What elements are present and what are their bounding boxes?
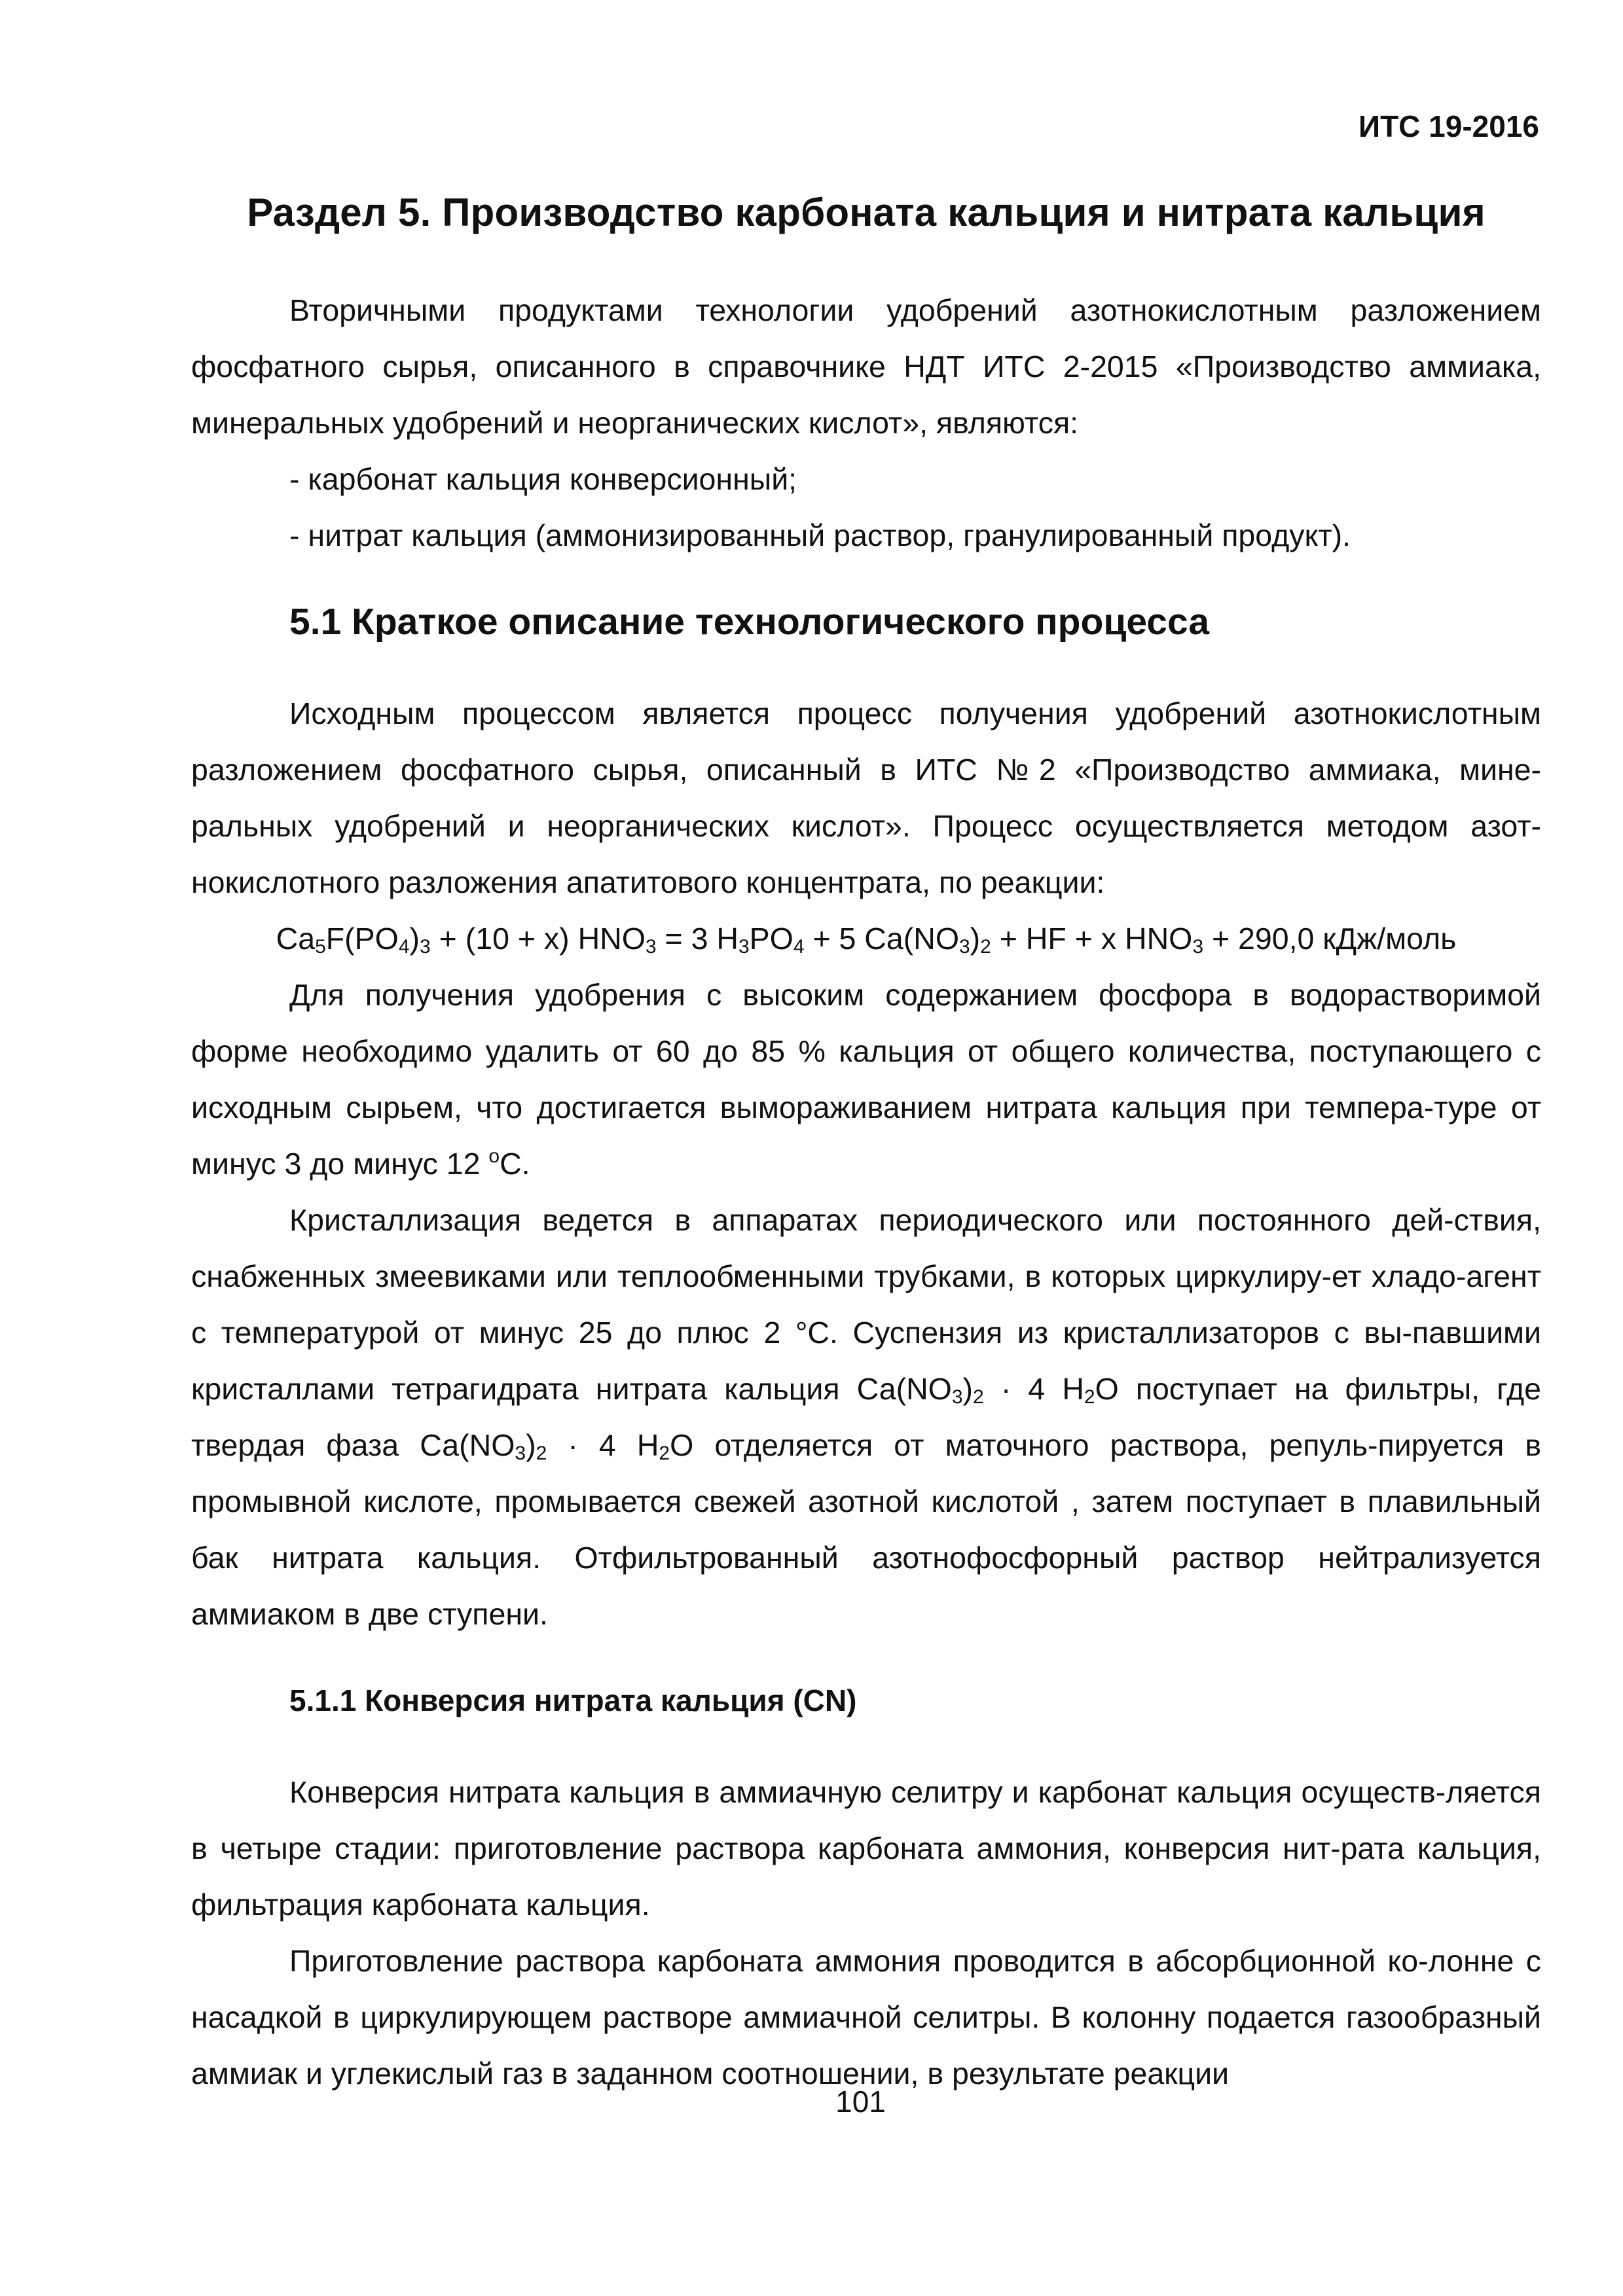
crystallization-paragraph: Кристаллизация ведется в аппаратах периодического или постоянного дей-ствия, снабженных змеевиками или теплообменными трубками, в которых циркулиру-ет хладо-агент с температурой от минус 25 до плюс 2 °С. Суспензия из кристаллизаторов с вы-павшими кристаллами тетрагидрата нитрата кальция $Са(NO_3)_2 \cdot 4$ $Н_2О$ поступает на фильтры, где твердая фаза $Са(NO_3)_2 \cdot 4$ $Н_2О$ отделяется от маточного раствора, репуль-пируется в промывной кислоте, промывается свежей азотной кислотой , затем поступает в плавильный бак нитрата кальция. Отфильтрованный азотнофосфорный раствор нейтрализуется аммиаком в две ступени. bbox=[191, 1203, 1542, 1631]
list-item: - карбонат кальция конверсионный; bbox=[289, 462, 797, 496]
section-intro-paragraph: Вторичными продуктами технологии удобрений азотнокислотным разложением фосфатного сырья, описанного в справочнике НДТ ИТС 2-2015 «Производство аммиака, минеральных удобрений и неорганических кислот», являются: bbox=[191, 293, 1541, 440]
subsection-title: 5.1 Краткое описание технологического процесса bbox=[289, 601, 1210, 643]
list-item: - нитрат кальция (аммонизированный раствор, гранулированный продукт). bbox=[289, 518, 1351, 552]
reaction-formula: $Ca_5F(PO_4)_3 + (10 + x) HNO_3 = 3$ $H_3PO_4 + 5$ $Ca(NO_3)_2$ + HF + x $HNO_3 + 290,0$ кДж/моль bbox=[276, 922, 1457, 958]
subsubsection-title: 5.1.1 Конверсия нитрата кальция (CN) bbox=[289, 1683, 857, 1717]
section-title: Раздел 5. Производство карбоната кальция и нитрата кальция bbox=[247, 190, 1486, 234]
ammonium-carbonate-paragraph: Приготовление раствора карбоната аммония проводится в абсорбционной ко-лонне с насадкой в циркулирующем растворе аммиачной селитры. В колонну подается газообразный аммиак и углекислый газ в заданном соотношении, в результате реакции bbox=[191, 1944, 1541, 2090]
page-content bbox=[191, 190, 1541, 2102]
calcium-removal-paragraph: Для получения удобрения с высоким содержанием фосфора в водорастворимой форме необходимо удалить от 60 до 85 % кальция от общего количества, поступающего с исходным сырьем, что достигается вымораживанием нитрата кальция при темпера-туре от минус 3 до минус 12 $^о$С. bbox=[191, 978, 1541, 1181]
page-number: 101 bbox=[835, 2085, 886, 2119]
document-code: ИТС 19-2016 bbox=[1359, 109, 1539, 143]
conversion-paragraph: Конверсия нитрата кальция в аммиачную селитру и карбонат кальция осуществ-ляется в четыре стадии: приготовление раствора карбоната аммония, конверсия нит-рата кальция, фильтрация карбоната кальция. bbox=[191, 1775, 1541, 1922]
process-paragraph: Исходным процессом является процесс получения удобрений азотнокислотным разложением фосфатного сырья, описанный в ИТС №2 «Производство аммиака, мине-ральных удобрений и неорганических кислот». Процесс осуществляется методом азот-нокислотного разложения апатитового концентрата, по реакции: bbox=[191, 696, 1541, 899]
